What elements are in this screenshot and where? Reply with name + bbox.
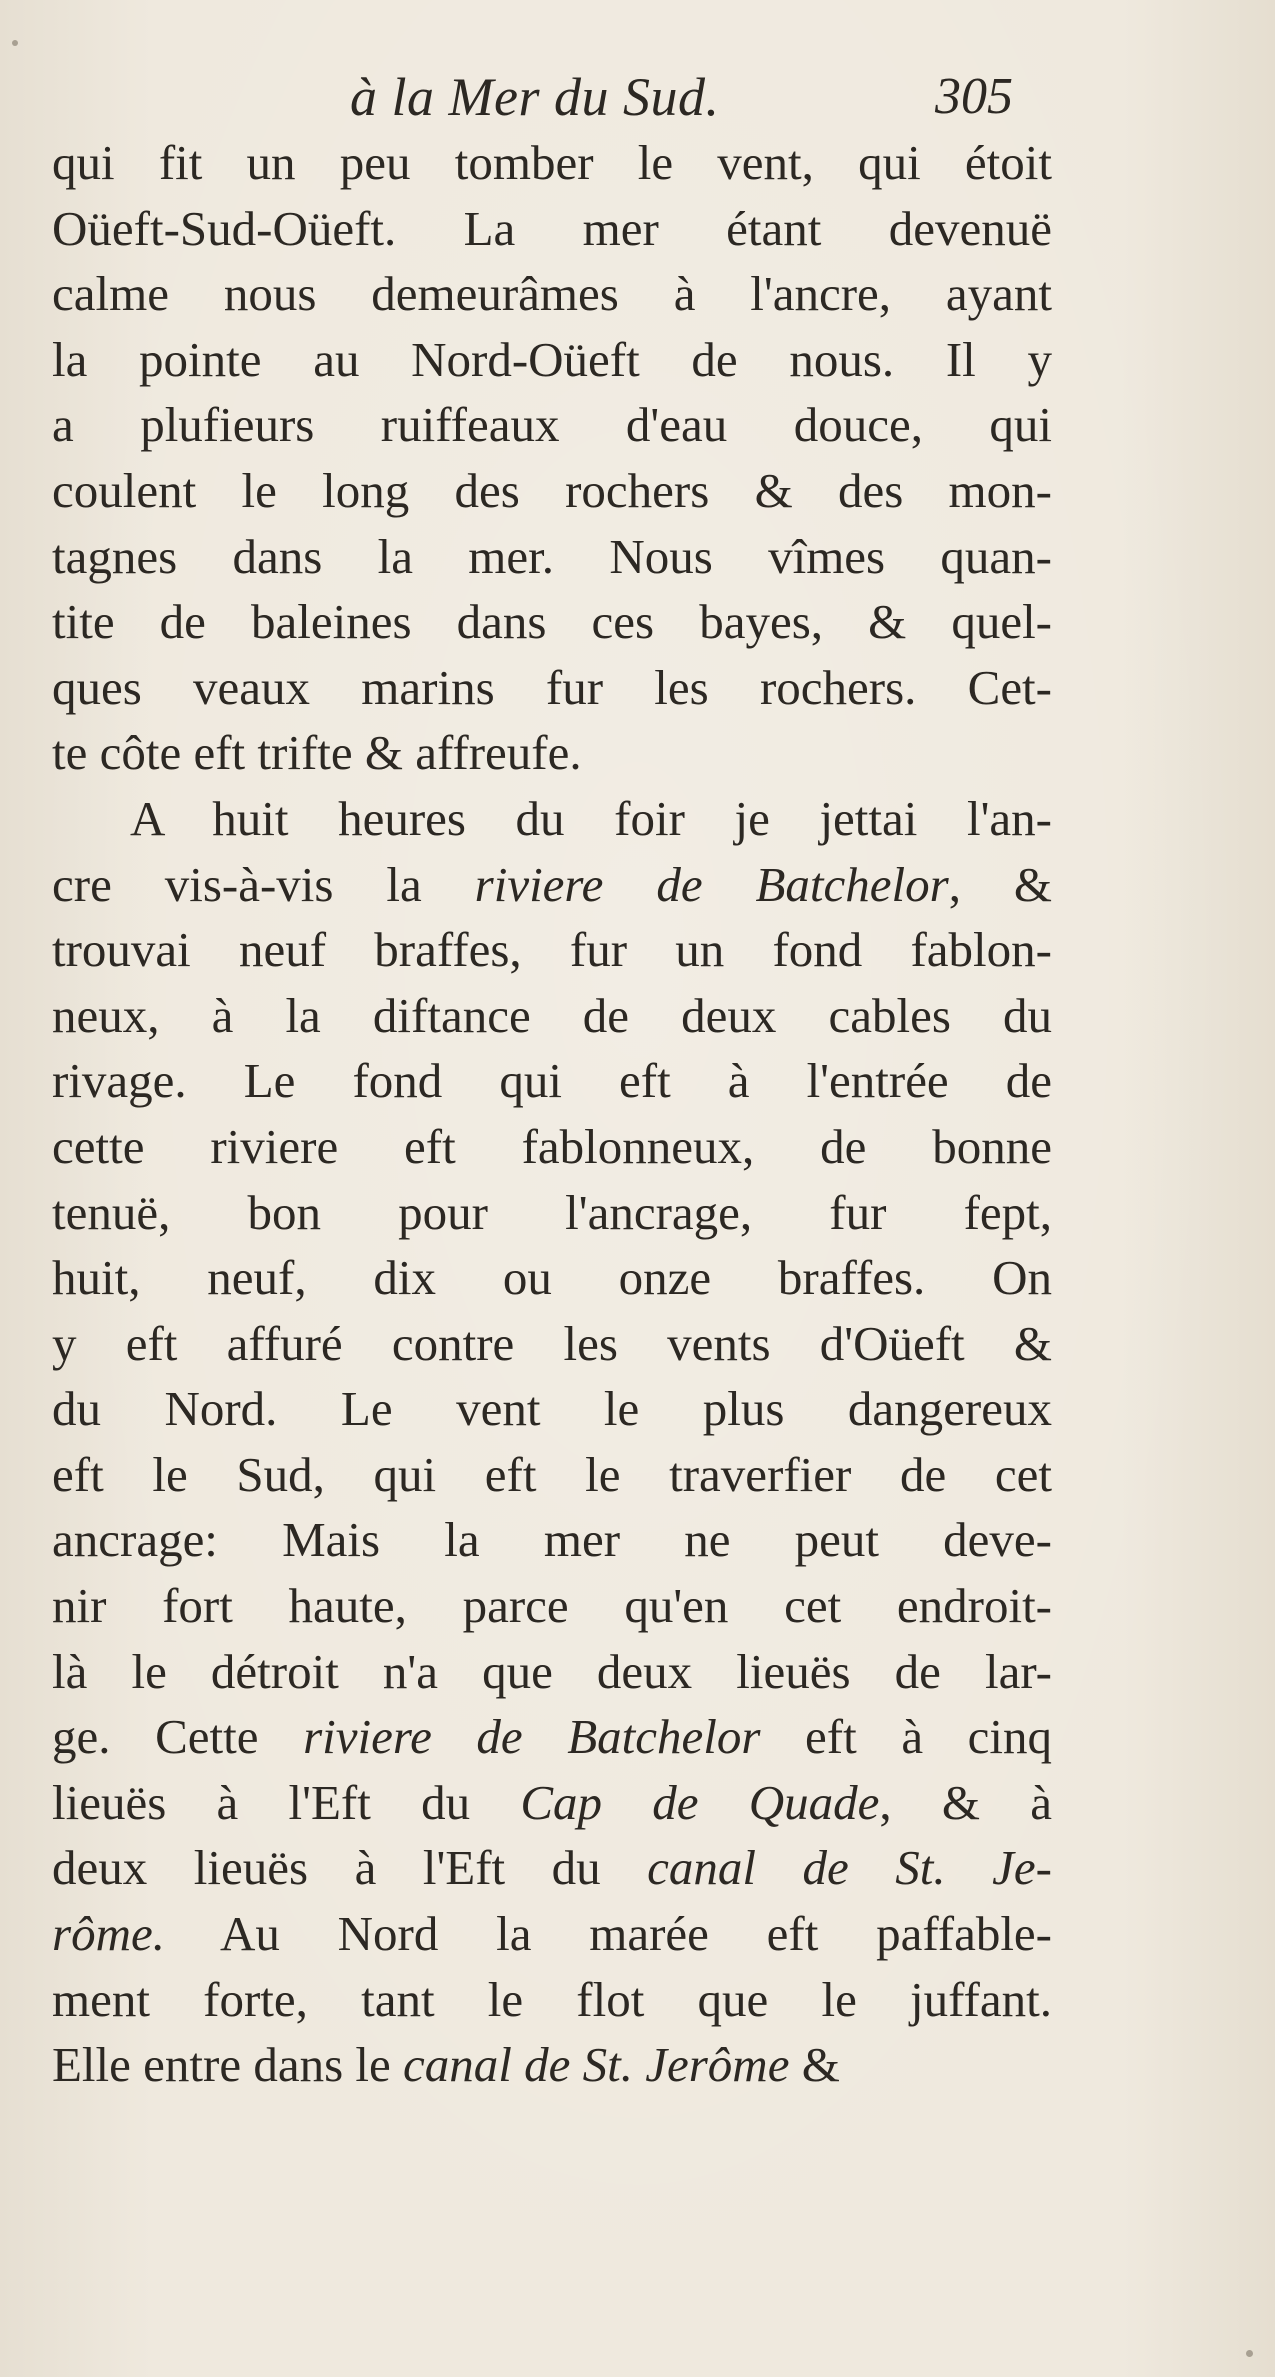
text-line bbox=[52, 1376, 1052, 1442]
text-line bbox=[52, 852, 1052, 918]
text-line bbox=[52, 1180, 1052, 1246]
text-line bbox=[52, 1048, 1052, 1114]
text-segment: ques veaux marins fur les rochers. Cet- bbox=[52, 659, 1052, 715]
text-line bbox=[52, 786, 1052, 852]
text-segment: qui fit un peu tomber le vent, qui étoit bbox=[52, 135, 1052, 190]
text-segment: eft le Sud, qui eft le traverfier de cet bbox=[52, 1446, 1052, 1502]
text-line bbox=[52, 524, 1052, 590]
text-line bbox=[52, 130, 1052, 196]
text-line bbox=[52, 589, 1052, 655]
text-segment: trouvai neuf braffes, fur un fond fablon- bbox=[52, 922, 1052, 978]
italic-text-segment: canal de St. Jerôme bbox=[403, 2037, 790, 2093]
text-line bbox=[52, 392, 1052, 458]
text-segment: Elle entre dans le bbox=[52, 2037, 404, 2093]
body-text bbox=[52, 130, 1052, 2098]
text-line bbox=[52, 458, 1052, 524]
text-segment: a plufieurs ruiffeaux d'eau douce, qui bbox=[52, 397, 1052, 453]
text-segment: nir fort haute, parce qu'en cet endroit- bbox=[52, 1578, 1052, 1634]
running-title: à la Mer du Sud. bbox=[350, 67, 720, 127]
text-segment: coulent le long des rochers & des mon- bbox=[52, 462, 1052, 518]
text-segment: & bbox=[789, 2037, 840, 2093]
text-line bbox=[52, 655, 1052, 721]
italic-text-segment: canal de St. Je- bbox=[647, 1840, 1052, 1896]
text-segment: , & à bbox=[879, 1774, 1052, 1830]
text-segment: calme nous demeurâmes à l'ancre, ayant bbox=[52, 266, 1052, 322]
italic-text-segment: Cap de Quade bbox=[520, 1774, 880, 1830]
text-segment: ment forte, tant le flot que le juffant. bbox=[52, 1971, 1052, 2027]
text-segment: deux lieuës à l'Eft du bbox=[52, 1840, 648, 1896]
text-segment: tite de baleines dans ces bayes, & quel- bbox=[52, 594, 1052, 650]
text-segment: A huit heures du foir je jettai l'an- bbox=[130, 790, 1052, 846]
italic-text-segment: riviere de Batchelor bbox=[474, 856, 949, 912]
paper-speck bbox=[1246, 2350, 1253, 2357]
text-segment: ancrage: Mais la mer ne peut deve- bbox=[52, 1512, 1052, 1568]
text-segment: , & bbox=[948, 856, 1052, 912]
text-line bbox=[52, 1442, 1052, 1508]
text-line bbox=[52, 1967, 1052, 2033]
text-line bbox=[52, 1770, 1052, 1836]
text-segment: neux, à la diftance de deux cables du bbox=[52, 987, 1052, 1043]
text-segment: tenuë, bon pour l'ancrage, fur fept, bbox=[52, 1184, 1052, 1240]
text-line bbox=[52, 327, 1052, 393]
text-segment: du Nord. Le vent le plus dangereux bbox=[52, 1381, 1052, 1437]
running-head bbox=[30, 62, 1030, 132]
text-line bbox=[52, 1507, 1052, 1573]
text-line bbox=[52, 1704, 1052, 1770]
text-line bbox=[52, 983, 1052, 1049]
text-segment: cre vis-à-vis la bbox=[52, 856, 475, 912]
text-line bbox=[52, 196, 1052, 262]
italic-text-segment: riviere de Batchelor bbox=[303, 1709, 761, 1765]
paper-speck bbox=[12, 40, 18, 46]
text-segment: eft à cinq bbox=[760, 1709, 1052, 1765]
text-line bbox=[52, 1835, 1052, 1901]
text-segment: rivage. Le fond qui eft à l'entrée de bbox=[52, 1053, 1052, 1109]
text-line bbox=[52, 1245, 1052, 1311]
text-line bbox=[52, 720, 1052, 786]
text-segment: y eft affuré contre les vents d'Oüeft & bbox=[52, 1315, 1052, 1371]
text-line bbox=[52, 1311, 1052, 1377]
text-segment: cette riviere eft fablonneux, de bonne bbox=[52, 1118, 1052, 1174]
text-segment: la pointe au Nord-Oüeft de nous. Il y bbox=[52, 331, 1052, 387]
text-segment: lieuës à l'Eft du bbox=[52, 1774, 521, 1830]
text-line bbox=[52, 2032, 1052, 2098]
text-segment: Au Nord la marée eft paffable- bbox=[164, 1906, 1052, 1962]
text-line bbox=[52, 1639, 1052, 1705]
page-number: 305 bbox=[935, 68, 1013, 125]
text-segment: là le détroit n'a que deux lieuës de lar- bbox=[52, 1643, 1052, 1699]
text-segment: tagnes dans la mer. Nous vîmes quan- bbox=[52, 528, 1052, 584]
text-segment: ge. Cette bbox=[52, 1709, 304, 1765]
text-line bbox=[52, 261, 1052, 327]
text-line bbox=[52, 917, 1052, 983]
text-line bbox=[52, 1114, 1052, 1180]
text-segment: te côte eft trifte & affreufe. bbox=[52, 725, 582, 781]
text-line bbox=[52, 1573, 1052, 1639]
text-line bbox=[52, 1901, 1052, 1967]
text-segment: huit, neuf, dix ou onze braffes. On bbox=[52, 1250, 1052, 1306]
text-segment: Oüeft-Sud-Oüeft. La mer étant devenuë bbox=[52, 200, 1052, 256]
italic-text-segment: rôme. bbox=[52, 1906, 165, 1962]
